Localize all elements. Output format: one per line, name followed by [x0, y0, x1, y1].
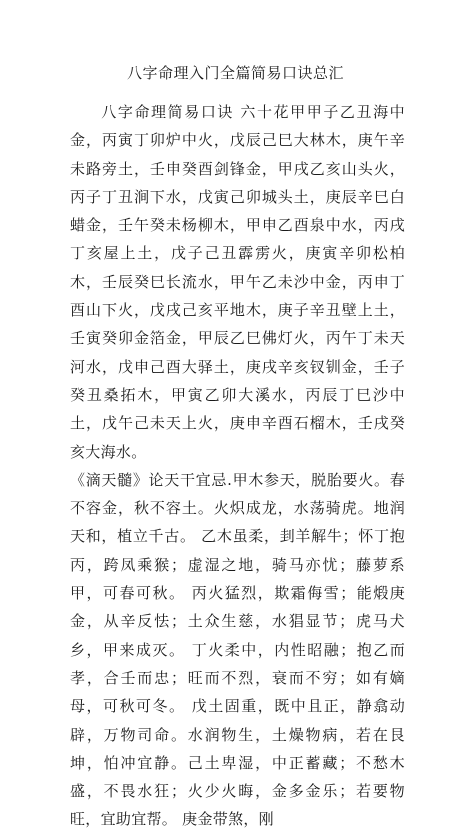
paragraph-sixty-jiazi — [70, 98, 405, 466]
paragraph-text: 八字命理简易口诀 六十花甲甲子乙丑海中金，丙寅丁卯炉中火，戊辰己巳大林木，庚午辛未路旁土，壬申癸酉剑锋金，甲戌乙亥山头火，丙子丁丑涧下水，戊寅己卯城头土，庚辰辛巳白蜡金，壬午癸未杨柳木，甲申乙酉泉中水，丙戌丁亥屋上土，戊子己丑霹雳火，庚寅辛卯松柏木，壬辰癸巳长流水，甲午乙未沙中金，丙申丁酉山下火，戊戌己亥平地木，庚子辛丑壁上土，壬寅癸卯金箔金，甲辰乙巳佛灯火，丙午丁未天河水，戊申己酉大驿土，庚戌辛亥钗钏金，壬子癸丑桑拓木，甲寅乙卯大溪水，丙辰丁巳沙中土，戊午己未天上火，庚申辛酉石榴木，壬戌癸亥大海水。 — [70, 103, 405, 461]
document-title: 八字命理入门全篇简易口诀总汇 — [126, 64, 344, 82]
paragraph-text: 《滴天髓》论天干宜忌.甲木参天，脱胎要火。春不容金，秋不容土。火炽成龙，水荡骑虎。地润天和，植立千古。 乙木虽柔，刲羊解牛；怀丁抱丙，跨凤乘猴；虚湿之地，骑马亦忧；藤萝系甲，可春可秋。 丙火猛烈，欺霜侮雪；能煅庚金，从辛反怯；土众生慈，水猖显节；虎马犬乡，甲来成灭。 丁火柔中，内性昭融；抱乙而孝，合壬而忠；旺而不烈，衰而不穷；如有嫡母，可秋可冬。 戊土固重，既中且正，静翕动辟，万物司命。水润物生，土燥物病，若在艮坤，怕冲宜静。己土卑湿，中正蓄藏；不愁木盛，不畏水狂；火少火晦，金多金乐；若要物旺，宜助宜帮。 庚金带煞，刚 — [70, 470, 405, 829]
paragraph-di-tian-sui — [70, 466, 405, 834]
document-body — [70, 98, 405, 834]
